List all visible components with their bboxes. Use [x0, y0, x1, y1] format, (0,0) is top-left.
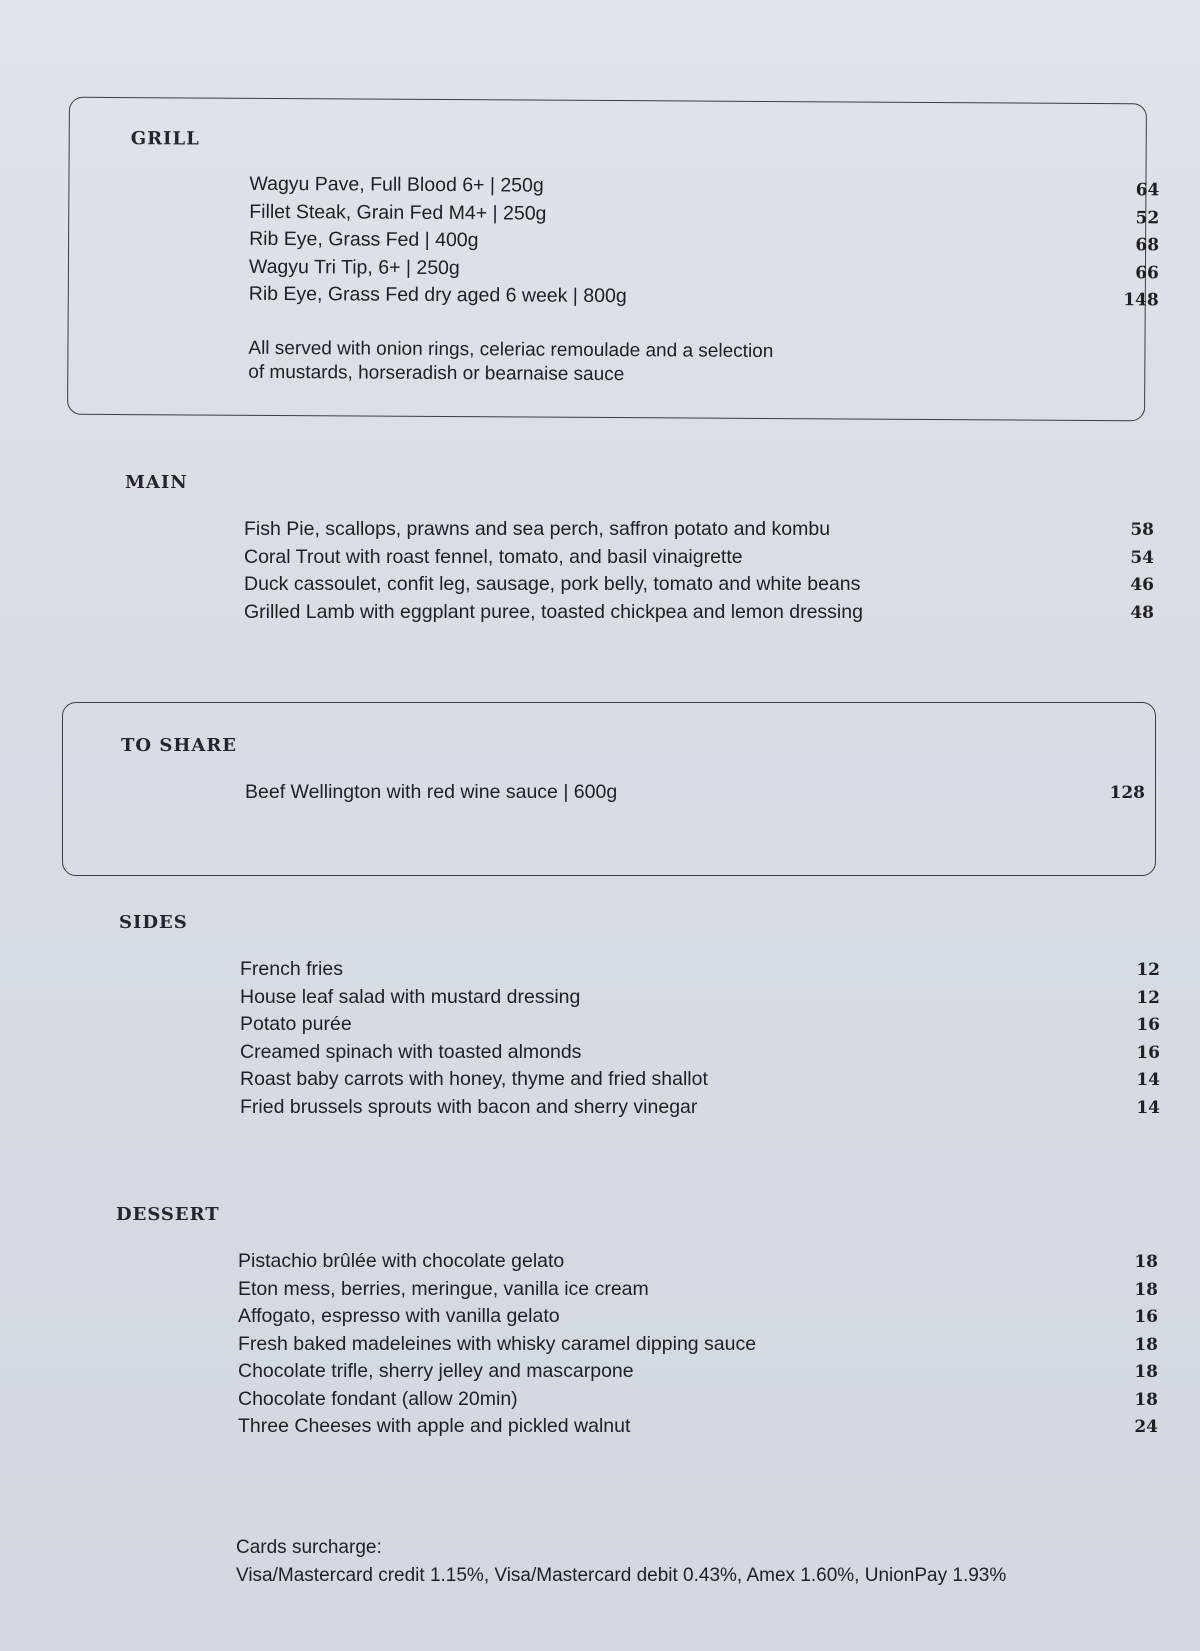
surcharge-label: Cards surcharge: [236, 1537, 382, 1558]
item-name: Chocolate trifle, sherry jelley and mascarpone [238, 1360, 634, 1382]
menu-item [238, 1248, 1158, 1276]
menu-item [238, 1413, 1158, 1441]
menu-item [245, 779, 1145, 807]
item-name: Rib Eye, Grass Fed dry aged 6 week | 800g [248, 282, 627, 308]
menu-item [249, 281, 1159, 314]
menu-item [238, 1276, 1158, 1304]
menu-item [238, 1358, 1158, 1386]
item-name: Fried brussels sprouts with bacon and sherry vinegar [240, 1095, 698, 1118]
menu-item [244, 599, 1154, 627]
item-name: Grilled Lamb with eggplant puree, toasted chickpea and lemon dressing [244, 600, 863, 623]
item-name: Chocolate fondant (allow 20min) [238, 1387, 518, 1410]
item-name: Duck cassoulet, confit leg, sausage, pork belly, tomato and white beans [244, 573, 861, 595]
share-items [245, 779, 1145, 807]
item-price: 128 [1109, 783, 1145, 803]
item-price: 148 [1123, 290, 1159, 311]
item-price: 18 [1134, 1362, 1158, 1382]
grill-items [249, 171, 1160, 314]
main-section [64, 460, 1154, 640]
dessert-heading: DESSERT [116, 1204, 220, 1225]
item-name: Three Cheeses with apple and pickled walnut [238, 1415, 631, 1437]
item-name: Coral Trout with roast fennel, tomato, and basil vinaigrette [244, 545, 743, 568]
grill-heading: GRILL [130, 128, 200, 150]
grill-note [248, 337, 773, 388]
item-name: Fresh baked madeleines with whisky caramel dipping sauce [238, 1332, 757, 1355]
menu-item [244, 571, 1154, 599]
main-heading: MAIN [125, 472, 188, 493]
item-name: Pistachio brûlée with chocolate gelato [238, 1250, 565, 1272]
sides-items [240, 956, 1160, 1121]
item-price: 58 [1130, 520, 1154, 540]
item-name: Beef Wellington with red wine sauce | 600g [245, 781, 618, 803]
item-name: Creamed spinach with toasted almonds [240, 1040, 582, 1063]
item-price: 16 [1134, 1307, 1158, 1327]
item-price: 18 [1134, 1389, 1158, 1410]
menu-item [238, 1331, 1158, 1359]
grill-section [67, 97, 1160, 422]
item-price: 24 [1134, 1417, 1158, 1437]
share-heading: TO SHARE [121, 735, 237, 756]
item-name: Rib Eye, Grass Fed | 400g [249, 227, 479, 252]
item-name: House leaf salad with mustard dressing [240, 985, 581, 1008]
item-price: 14 [1136, 1070, 1160, 1090]
menu-item [240, 956, 1160, 984]
item-price: 12 [1136, 987, 1160, 1008]
item-price: 12 [1136, 960, 1160, 980]
item-price: 54 [1130, 547, 1154, 568]
grill-note-line-2: of mustards, horseradish or bearnaise sauce [248, 361, 625, 386]
share-section [62, 702, 1156, 876]
item-name: Fish Pie, scallops, prawns and sea perch, saffron potato and kombu [244, 518, 831, 540]
menu-item [238, 1386, 1158, 1414]
item-name: Eton mess, berries, meringue, vanilla ice cream [238, 1277, 649, 1300]
item-name: French fries [240, 958, 343, 980]
menu-item [240, 1011, 1160, 1039]
menu-item [238, 1303, 1158, 1331]
menu-item [240, 1094, 1160, 1122]
dessert-items [238, 1248, 1158, 1441]
card-surcharge-note [236, 1534, 1006, 1590]
menu-item [240, 1039, 1160, 1067]
item-name: Affogato, espresso with vanilla gelato [238, 1305, 560, 1327]
item-price: 46 [1130, 575, 1154, 595]
menu-item [240, 984, 1160, 1012]
item-price: 18 [1134, 1252, 1158, 1272]
menu-item [244, 544, 1154, 572]
item-price: 68 [1135, 235, 1160, 256]
item-name: Potato purée [240, 1013, 352, 1035]
item-price: 18 [1134, 1279, 1158, 1300]
sides-heading: SIDES [119, 912, 188, 933]
item-name: Roast baby carrots with honey, thyme and fried shallot [240, 1068, 708, 1090]
item-name: Fillet Steak, Grain Fed M4+ | 250g [249, 200, 547, 225]
item-price: 66 [1135, 262, 1159, 283]
menu-item [244, 516, 1154, 544]
item-price: 16 [1136, 1042, 1160, 1063]
dessert-section [56, 1204, 1166, 1464]
item-name: Wagyu Tri Tip, 6+ | 250g [248, 255, 460, 279]
item-price: 48 [1130, 602, 1154, 623]
item-price: 14 [1136, 1097, 1160, 1118]
item-name: Wagyu Pave, Full Blood 6+ | 250g [249, 172, 544, 197]
menu-item [240, 1066, 1160, 1094]
item-price: 18 [1134, 1334, 1158, 1355]
grill-note-line-1: All served with onion rings, celeriac remoulade and a selection [248, 337, 774, 363]
item-price: 16 [1136, 1015, 1160, 1035]
surcharge-text: Visa/Mastercard credit 1.15%, Visa/Mastercard debit 0.43%, Amex 1.60%, UnionPay 1.93% [236, 1565, 1007, 1586]
sides-section [60, 912, 1160, 1142]
main-items [244, 516, 1154, 626]
item-price: 52 [1135, 207, 1160, 228]
item-price: 64 [1135, 180, 1160, 201]
